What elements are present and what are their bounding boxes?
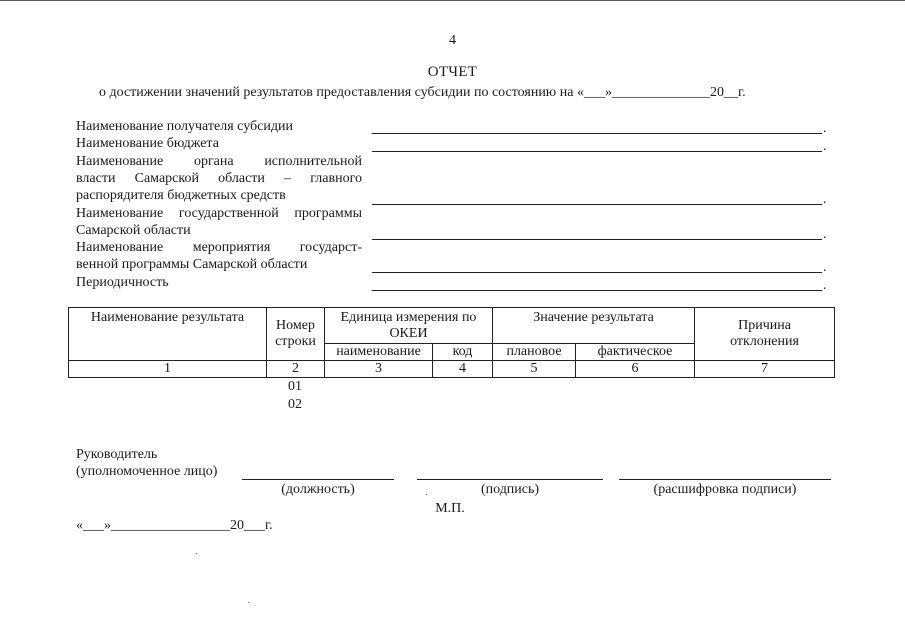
scan-speck <box>196 553 197 554</box>
signature-sign-caption: (подпись) <box>480 482 540 497</box>
header-unit-code: код <box>433 344 493 361</box>
field-program-label-line1: Наименование государственной программы <box>76 206 362 221</box>
page-number: 4 <box>449 33 456 48</box>
report-subtitle: о достижении значений результатов предоставления субсидии по состоянию на «___»______________20__г. <box>99 85 746 100</box>
field-authority-label-line2: власти Самарской области – главного <box>76 171 362 186</box>
header-value: Значение результата <box>493 308 695 344</box>
results-table <box>68 307 835 378</box>
field-activity-line <box>372 272 822 273</box>
signature-position-line <box>242 479 394 480</box>
signature-authorized-label: (уполномоченное лицо) <box>76 464 218 479</box>
stamp-label: М.П. <box>435 501 465 516</box>
field-recipient-label: Наименование получателя субсидии <box>76 119 293 134</box>
header-actual: фактическое <box>576 344 695 361</box>
column-number-3: 3 <box>325 361 433 378</box>
column-number-1: 1 <box>69 361 267 378</box>
field-budget-dot: . <box>823 139 827 154</box>
signature-sign-line <box>417 479 603 480</box>
row-code-02: 02 <box>288 397 302 412</box>
row-code-01: 01 <box>288 379 302 394</box>
header-unit-name: наименование <box>325 344 433 361</box>
field-authority-line <box>372 204 822 205</box>
signature-decoding-line <box>619 479 831 480</box>
field-activity-label-line2: венной программы Самарской области <box>76 257 308 272</box>
field-authority-label-line1: Наименование органа исполнительной <box>76 154 362 169</box>
report-title: ОТЧЕТ <box>427 64 478 80</box>
signature-head-label: Руководитель <box>76 447 158 462</box>
column-number-2: 2 <box>267 361 325 378</box>
field-program-line <box>372 239 822 240</box>
field-budget-line <box>372 151 822 152</box>
signature-decoding-caption: (расшифровка подписи) <box>653 482 797 497</box>
scan-speck <box>426 494 427 495</box>
field-recipient-dot: . <box>823 121 827 136</box>
header-result-name: Наименование результата <box>69 308 267 361</box>
field-periodicity-label: Периодичность <box>76 275 169 290</box>
field-program-dot: . <box>823 227 827 242</box>
column-number-4: 4 <box>433 361 493 378</box>
field-program-label-line2: Самарской области <box>76 223 191 238</box>
signature-date-line: «___»_________________20___г. <box>76 518 273 533</box>
field-periodicity-line <box>372 290 822 291</box>
field-budget-label: Наименование бюджета <box>76 136 219 151</box>
header-row-number: Номер строки <box>267 308 325 361</box>
field-periodicity-dot: . <box>823 278 827 293</box>
scan-speck <box>248 602 249 603</box>
header-reason: Причина отклонения <box>695 308 835 361</box>
column-number-5: 5 <box>493 361 576 378</box>
top-border-line <box>0 0 905 1</box>
header-unit: Единица измерения по ОКЕИ <box>325 308 493 344</box>
header-planned: плановое <box>493 344 576 361</box>
field-activity-label-line1: Наименование мероприятия государст- <box>76 240 362 255</box>
column-number-7: 7 <box>695 361 835 378</box>
column-number-6: 6 <box>576 361 695 378</box>
field-activity-dot: . <box>823 260 827 275</box>
field-authority-label-line3: распорядителя бюджетных средств <box>76 188 286 203</box>
signature-position-caption: (должность) <box>281 482 355 497</box>
field-recipient-line <box>372 133 822 134</box>
field-authority-dot: . <box>823 192 827 207</box>
